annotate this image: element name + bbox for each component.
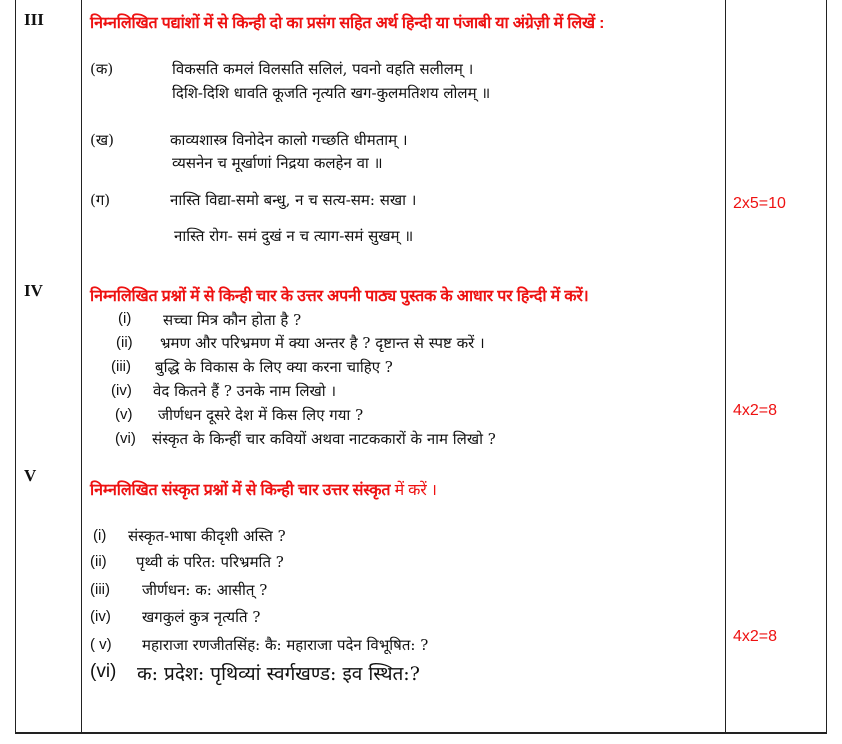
verse-line: नास्ति रोग- समं दुखं न च त्याग-समं सुखम् ॥: [174, 227, 414, 245]
marks-label: 2x5=10: [733, 195, 786, 212]
question-label: (v): [115, 406, 133, 423]
question-text: बुद्धि के विकास के लिए क्या करना चाहिए ?: [155, 358, 393, 376]
section-number: III: [24, 10, 44, 29]
item-label: (ग): [90, 191, 111, 209]
question-table: [15, 0, 827, 734]
marks-label: 4x2=8: [733, 402, 778, 419]
question-label: (iii): [111, 358, 131, 375]
question-text: संस्कृत के किन्हीं चार कवियों अथवा नाटककारों के नाम लिखो ?: [152, 430, 496, 448]
question-label: (ii): [116, 334, 133, 351]
marks-label: 4x2=8: [733, 628, 778, 645]
question-label: (ii): [90, 553, 107, 570]
question-text: पृथ्वी कं परित: परिभ्रमति ?: [136, 553, 284, 571]
question-label: (i): [118, 310, 132, 327]
question-text: भ्रमण और परिभ्रमण में क्या अन्तर है ? दृष्टान्त से स्पष्ट करें ।: [160, 334, 485, 352]
question-text: सच्चा मित्र कौन होता है ?: [163, 311, 302, 329]
section-heading-bold: निम्नलिखित संस्कृत प्रश्नों में से किन्ही चार उत्तर संस्कृत: [90, 482, 391, 499]
question-label: (vi): [90, 661, 117, 682]
item-label: (ख): [90, 131, 114, 149]
question-text: वेद कितने हैं ? उनके नाम लिखो ।: [153, 382, 337, 400]
question-label: ( v): [90, 636, 112, 653]
section-heading-normal: में करें ।: [390, 482, 437, 499]
section-number: V: [24, 466, 37, 485]
column-divider-number: [81, 0, 82, 732]
question-text: क: प्रदेश: पृथिव्यां स्वर्गखण्ड: इव स्थित:?: [137, 663, 420, 685]
section-heading: [90, 478, 437, 500]
question-text: खगकुलं कुत्र नृत्यति ?: [142, 608, 261, 626]
verse-line: व्यसनेन च मूर्खाणां निद्रया कलहेन वा ॥: [172, 154, 383, 172]
verse-line: नास्ति विद्या-समो बन्धु, न च सत्य-सम: सखा ।: [170, 191, 417, 209]
item-label: (क): [90, 60, 114, 78]
question-label: (iii): [90, 581, 110, 598]
column-divider-marks: [725, 0, 726, 732]
question-label: (iv): [111, 382, 132, 399]
section-heading: निम्नलिखित पद्यांशों में से किन्ही दो का प्रसंग सहित अर्थ हिन्दी या पंजाबी या अंग्रेज़ी में लिखें :: [90, 15, 605, 32]
section-number: IV: [24, 281, 43, 300]
verse-line: काव्यशास्त्र विनोदेन कालो गच्छति धीमताम् ।: [170, 131, 408, 149]
section-heading: निम्नलिखित प्रश्नों में से किन्ही चार के उत्तर अपनी पाठ्य पुस्तक के आधार पर हिन्दी में करें।: [90, 288, 589, 305]
question-label: (i): [93, 527, 107, 544]
question-text: जीर्णधन: क: आसीत् ?: [142, 581, 268, 599]
question-label: (iv): [90, 608, 111, 625]
verse-line: दिशि-दिशि धावति कूजति नृत्यति खग-कुलमतिशय लोलम् ॥: [172, 84, 491, 102]
question-label: (vi): [115, 430, 136, 447]
question-text: संस्कृत-भाषा कीदृशी अस्ति ?: [128, 527, 286, 545]
verse-line: विकसति कमलं विलसति सलिलं, पवनो वहति सलीलम् ।: [172, 60, 474, 78]
question-text: जीर्णधन दूसरे देश में किस लिए गया ?: [158, 406, 364, 424]
question-text: महाराजा रणजीतसिंह: कै: महाराजा पदेन विभूषित: ?: [142, 636, 429, 654]
